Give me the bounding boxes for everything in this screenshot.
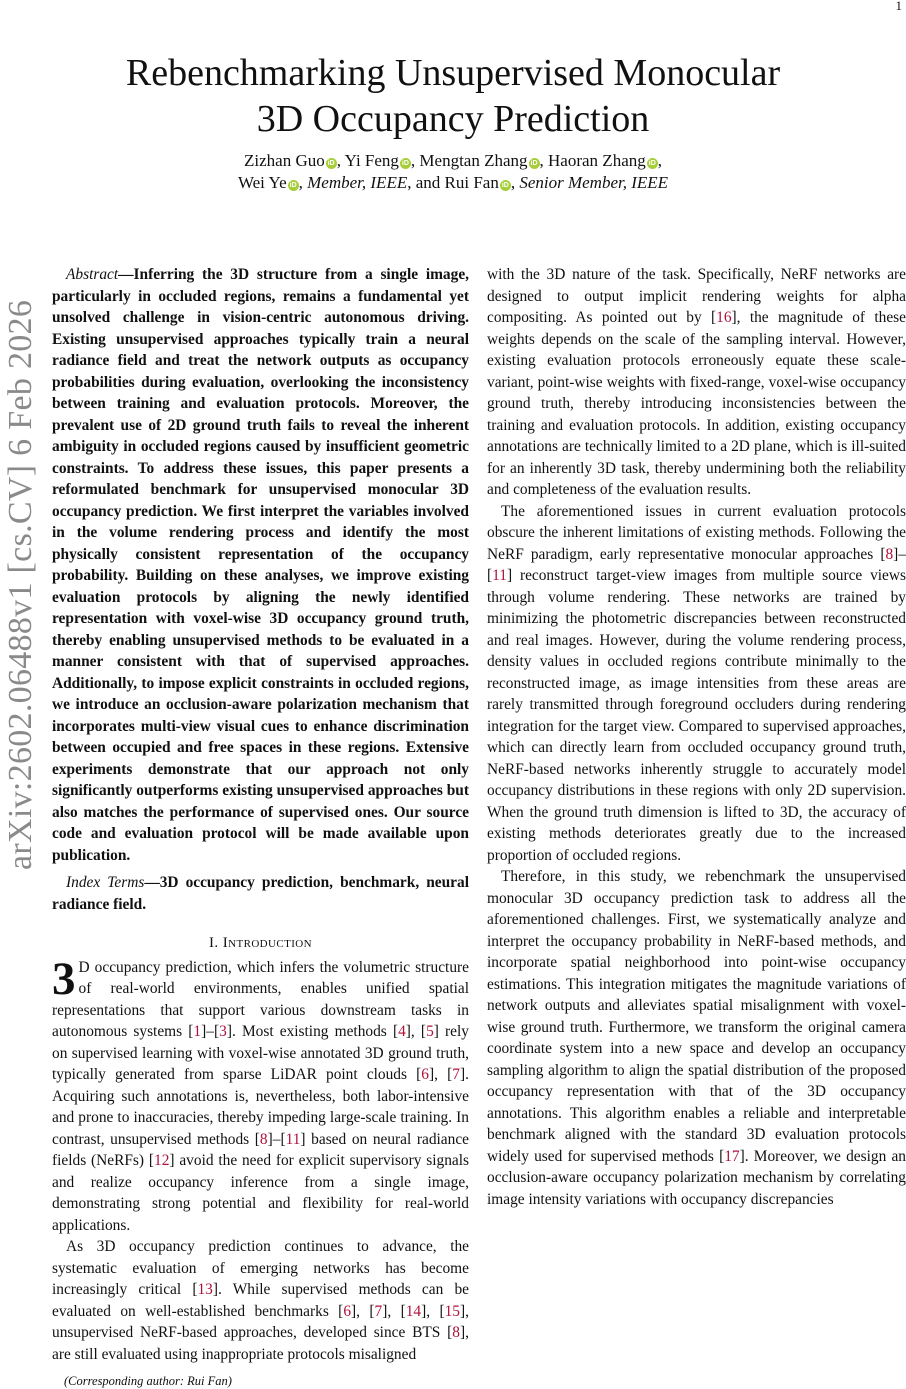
citation-link[interactable]: 4 [398, 1023, 406, 1040]
left-column [52, 264, 469, 1389]
citation-link[interactable]: 13 [197, 1281, 213, 1298]
citation-link[interactable]: 15 [444, 1302, 460, 1320]
body-paragraph [487, 501, 906, 867]
body-paragraph [487, 866, 906, 1210]
title-line-1: Rebenchmarking Unsupervised Monocular [125, 52, 781, 94]
paper-title [0, 50, 906, 142]
orcid-icon[interactable]: iD [501, 182, 509, 189]
index-terms-text: —3D occupancy prediction, benchmark, neural radiance field. [52, 874, 469, 913]
author-list: Zizhan Guo iD , Yi Feng iD , Mengtan Zhang iD , Haoran Zhang iD , Wei Ye iD , Member, IEEE, and Rui Fan iD , Senior Member, IEEE [237, 151, 669, 192]
citation-link[interactable]: 8 [885, 545, 894, 563]
author-name: Haoran Zhang [548, 151, 646, 170]
abstract [52, 264, 469, 866]
author-conjunction: and [415, 173, 441, 192]
index-terms [52, 872, 469, 915]
abstract-text: —Inferring the 3D structure from a single image, particularly in occluded regions, remains a fundamental yet unsolved challenge in vision-centric autonomous driving. Existing unsupervised approaches typically train a neural radiance field and treat the network outputs as occupancy probabilities during evaluation, overlooking the inconsistency between training and evaluation protocols. Moreover, the prevalent use of 2D ground truth fails to reveal the inherent ambiguity in occluded regions caused by insufficient geometric constraints. To address these issues, this paper presents a reformulated benchmark for unsupervised monocular 3D occupancy prediction. We first interpret the variables involved in the volume rendering process and identify the most physically consistent representation of the occupancy probability. Building on these analyses, we improve existing evaluation protocols by aligning the newly identified representation with voxel-wise 3D occupancy ground truth, thereby enabling unsupervised methods to be evaluated in a manner consistent with that of supervised approaches. Additionally, to impose explicit constraints in occluded regions, we introduce an occlusion-aware polarization mechanism that incorporates multi-view visual cues to enhance discrimination between occupied and free spaces in these regions. Extensive experiments demonstrate that our approach not only significantly outperforms existing unsupervised approaches but also matches the performance of supervised ones. Our source code and evaluation protocol will be made available upon publication. [52, 266, 469, 864]
abstract-label: Abstract [66, 266, 119, 283]
paragraph-text: with the 3D nature of the task. Specifically, NeRF networks are designed to output implicit rendering weights for alpha compositing. As pointed out by [16], the magnitude of these weights depends on the scale of the sampling interval. However, existing evaluation protocols erroneously equate these scale-variant, point-wise weights with fixed-range, voxel-wise occupancy ground truth, thereby introducing inconsistencies between the training and evaluation protocols. In addition, existing occupancy annotations are technically limited to a 2D plane, which is ill-suited for an inherently 3D task, thereby undermining both the reliability and completeness of the evaluation results. [487, 266, 906, 498]
citation-link[interactable]: 6 [343, 1302, 352, 1320]
arxiv-identifier[interactable]: arXiv:2602.06488v1 [cs.CV] 6 Feb 2026 [2, 299, 39, 870]
citation-link[interactable]: 3 [219, 1023, 227, 1040]
page-number: 1 [895, 0, 902, 13]
footnote-text: (Corresponding author: Rui Fan) [64, 1374, 232, 1388]
citation-link[interactable]: 11 [285, 1130, 301, 1148]
index-terms-label: Index Terms [66, 874, 145, 891]
author-name: Wei Ye [237, 173, 287, 192]
right-column [487, 264, 906, 1210]
orcid-icon[interactable]: iD [327, 160, 335, 167]
paragraph-text: Therefore, in this study, we rebenchmark the unsupervised monocular 3D occupancy prediction task to address all the aforementioned challenges. First, we systematically analyze and interpret the occupancy probability in NeRF-based methods, and incorporate spatial neighborhood into point-wise occupancy estimations. This integration mitigates the magnitude variations of network outputs and alleviates spatial misalignment with voxel-wise ground truth. Furthermore, we transform the original camera coordinate system into a new space and develop an occupancy sampling algorithm to align the spatial distribution of the proposed occupancy representation with that of the 3D occupancy annotations. This algorithm enables a reliable and interpretable benchmark aligned with the standard 3D evaluation protocols widely used for supervised methods [17]. Moreover, we design an occlusion-aware occupancy polarization mechanism by correlating image intensity variations with occupancy discrepancies [487, 868, 906, 1208]
author-name: Mengtan Zhang [419, 151, 528, 170]
orcid-icon[interactable]: iD [530, 160, 538, 167]
author-name: Rui Fan [444, 173, 499, 192]
author-role: Senior Member, IEEE [519, 173, 669, 192]
citation-link[interactable]: 7 [374, 1302, 383, 1320]
citation-link[interactable]: 5 [426, 1023, 434, 1040]
orcid-icon[interactable]: iD [289, 182, 297, 189]
paragraph-text: The aforementioned issues in current evaluation protocols obscure the inherent limitations of existing methods. Following the NeRF paradigm, early representative monocular approaches [8]–[11] reconstruct target-view images from multiple source views through volume rendering. These networks are trained by minimizing the photometric discrepancies between reconstructed and real images. However, during the volume rendering process, density values in occluded regions contribute minimally to the reconstructed image, as image intensities from these areas are rarely transmitted through foreground occluders during rendering integration for the target view. Compared to supervised approaches, which can directly learn from occluded occupancy ground truth, NeRF-based networks inherently struggle to accurately model occupancy distributions in these regions with only 2D supervision. When the ground truth dimension is lifted to 3D, the accuracy of existing methods deteriorates greatly due to the increased proportion of occluded regions. [487, 502, 906, 864]
section-heading [52, 933, 469, 955]
section-heading-text: I. Introduction [209, 935, 312, 951]
drop-cap: 3 [52, 952, 76, 1005]
orcid-icon[interactable]: iD [648, 160, 656, 167]
author-name: Yi Feng [344, 151, 399, 170]
citation-link[interactable]: 17 [724, 1147, 740, 1165]
body-paragraph [52, 952, 469, 1237]
citation-link[interactable]: 12 [154, 1152, 170, 1169]
citation-link[interactable]: 7 [452, 1066, 460, 1083]
paragraph-text: As 3D occupancy prediction continues to advance, the systematic evaluation of emerging networks has become increasingly critical [13]. While supervised methods can be evaluated on well-established benchmarks [6], [7], [14], [15], unsupervised NeRF-based approaches, developed since BTS [8], are still evaluated using inappropriate protocols misaligned [52, 1238, 469, 1363]
body-paragraph [52, 1236, 469, 1365]
author-name: Zizhan Guo [244, 151, 325, 170]
citation-link[interactable]: 8 [452, 1324, 460, 1341]
title-line-2: 3D Occupancy Prediction [256, 98, 650, 140]
citation-link[interactable]: 1 [193, 1023, 202, 1040]
orcid-icon[interactable]: iD [401, 160, 409, 167]
footnote [52, 1373, 469, 1389]
paragraph-text: D occupancy prediction, which infers the volumetric structure of real-world environments, enables unified spatial representations that support various downstream tasks in autonomous systems [1]–[3]. Most existing methods [4], [5] rely on supervised learning with voxel-wise annotated 3D ground truth, typically generated from sparse LiDAR point clouds [6], [7]. Acquiring such annotations is, nevertheless, both labor-intensive and prone to inaccuracies, thereby impeding large-scale training. In contrast, unsupervised methods [8]–[11] based on neural radiance fields (NeRFs) [12] avoid the need for explicit supervisory signals and realize occupancy inference from a single image, demonstrating strong potential and flexibility for real-world applications. [52, 958, 469, 1234]
body-paragraph [487, 264, 906, 501]
citation-link[interactable]: 6 [421, 1066, 429, 1083]
citation-link[interactable]: 14 [405, 1302, 422, 1320]
citation-link[interactable]: 11 [492, 567, 507, 584]
citation-link[interactable]: 16 [716, 309, 732, 326]
citation-link[interactable]: 8 [259, 1130, 268, 1148]
author-role: Member, IEEE [307, 173, 408, 192]
